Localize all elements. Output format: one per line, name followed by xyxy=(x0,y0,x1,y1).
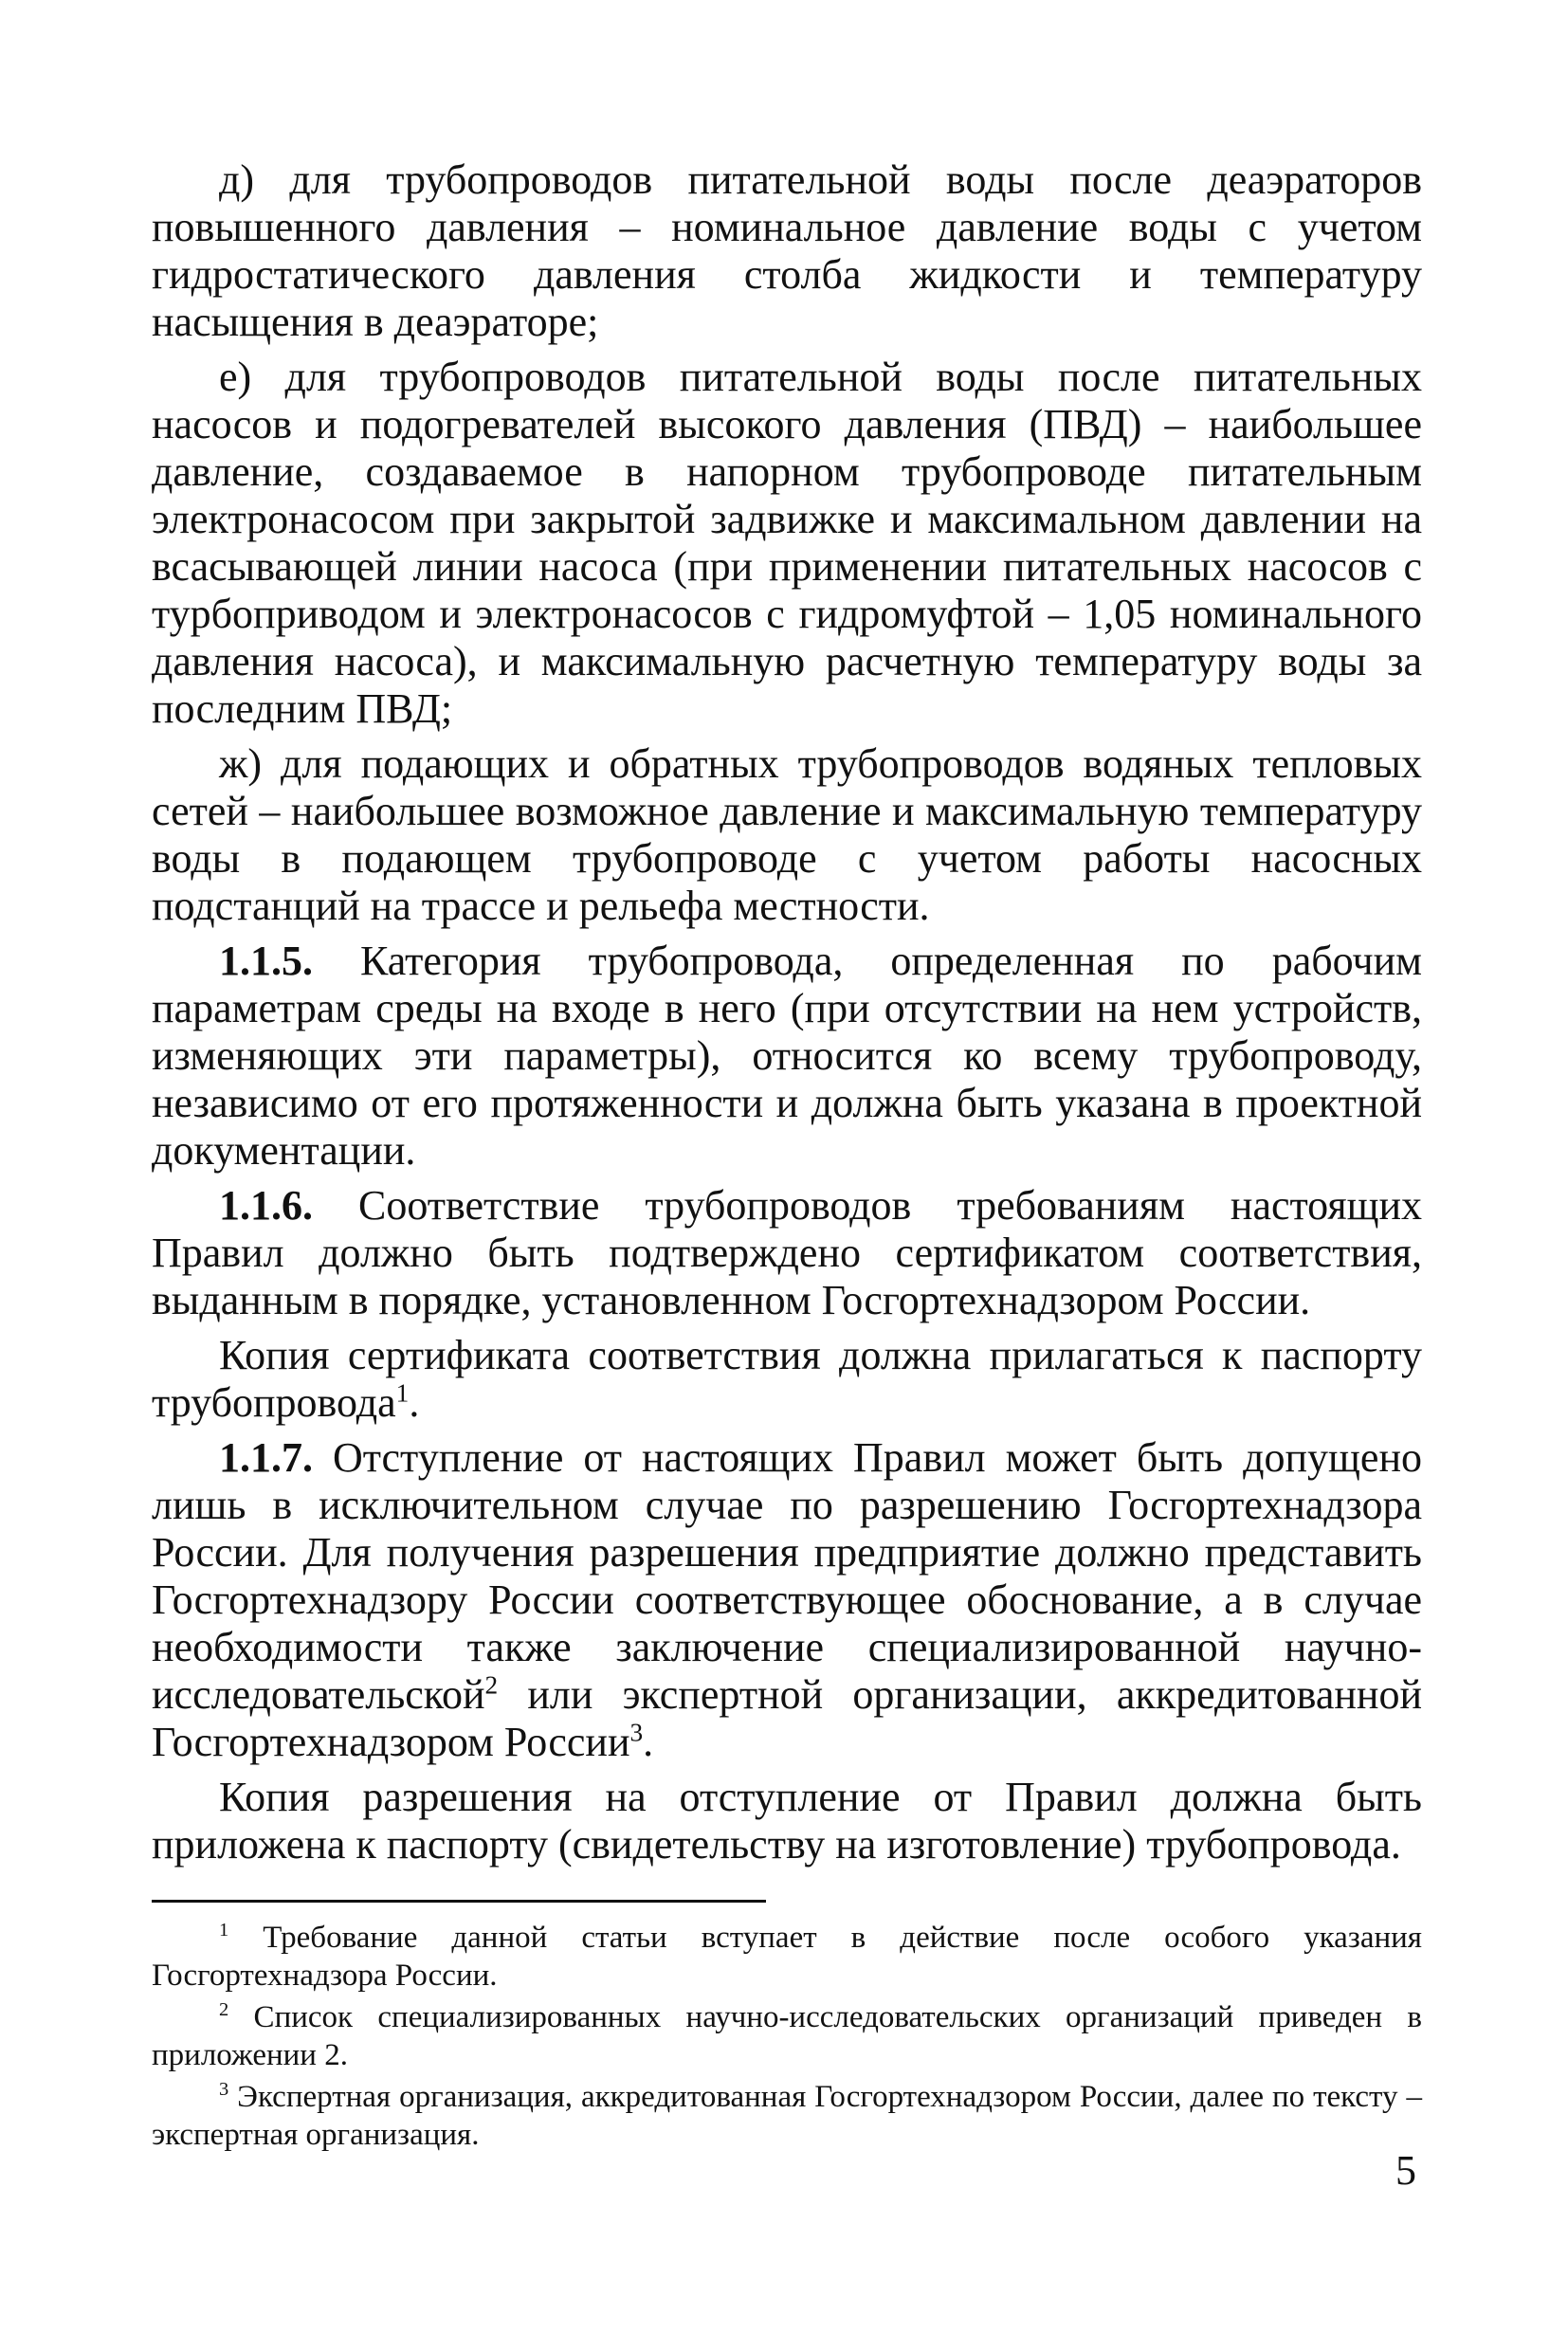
paragraph-text: Категория трубопровода, определенная по рабочим параметрам среды на входе в него (при отсутствии на нем устройств, изменяющих эти параметры), относится ко всему трубопроводу, независимо от его протяженности и должна быть указана в проектной документации. xyxy=(152,938,1422,1174)
paragraph-end: . xyxy=(409,1379,420,1426)
paragraph-e xyxy=(152,354,1422,733)
footnote-number: 2 xyxy=(219,1999,229,2020)
footnote-3 xyxy=(152,2078,1422,2154)
body-text xyxy=(152,156,1422,1876)
paragraph-1-1-6 xyxy=(152,1182,1422,1324)
footnotes xyxy=(152,1919,1422,2158)
footnote-text: Требование данной статьи вступает в действие после особого указания Госгортехнадзора России. xyxy=(152,1921,1422,1993)
footnote-2 xyxy=(152,1998,1422,2074)
section-number: 1.1.5. xyxy=(219,938,313,984)
paragraph-text: е) для трубопроводов питательной воды после питательных насосов и подогревателей высокого давления (ПВД) – наибольшее давление, создаваемое в напорном трубопроводе питательным электронасосом при закрытой задвижке и максимальном давлении на всасывающей линии насоса (при применении питательных насосов с турбоприводом и электронасосов с гидромуфтой – 1,05 номинального давления насоса), и максимальную расчетную температуру воды за последним ПВД; xyxy=(152,354,1422,732)
footnote-text: Экспертная организация, аккредитованная Госгортехнадзором России, далее по тексту – экспертная организация. xyxy=(152,2080,1422,2152)
paragraph-text: д) для трубопроводов питательной воды после деаэраторов повышенного давления – номинальное давление воды с учетом гидростатического давления столба жидкости и температуру насыщения в деаэраторе; xyxy=(152,156,1422,345)
paragraph-text: или экспертной организации, аккредитованной Госгортехнадзором России xyxy=(152,1671,1422,1765)
paragraph-1-1-7 xyxy=(152,1434,1422,1766)
footnote-1 xyxy=(152,1919,1422,1995)
footnote-number: 3 xyxy=(219,2079,229,2100)
paragraph-text: ж) для подающих и обратных трубопроводов водяных тепловых сетей – наибольшее возможное давление и максимальную температуру воды в подающем трубопроводе с учетом работы насосных подстанций на трассе и рельефа местности. xyxy=(152,740,1422,929)
footnote-ref-3[interactable]: 3 xyxy=(629,1718,644,1747)
paragraph-1-1-5 xyxy=(152,938,1422,1175)
section-number: 1.1.7. xyxy=(219,1434,313,1481)
footnote-ref-1[interactable]: 1 xyxy=(395,1378,410,1408)
page-number: 5 xyxy=(1395,2147,1416,2194)
paragraph-text: Отступление от настоящих Правил может быть допущено лишь в исключительном случае по разрешению Госгортехнадзора России. Для получения разрешения предприятие должно представить Госгортехнадзору России соответствующее обоснование, а в случае необходимости также заключение специализированной научно-исследовательской xyxy=(152,1434,1422,1718)
paragraph-zh xyxy=(152,740,1422,930)
paragraph-permission-copy xyxy=(152,1774,1422,1868)
paragraph-d xyxy=(152,156,1422,346)
section-number: 1.1.6. xyxy=(219,1182,313,1229)
footnote-ref-2[interactable]: 2 xyxy=(484,1670,499,1700)
paragraph-text: Соответствие трубопроводов требованиям настоящих Правил должно быть подтверждено сертификатом соответствия, выданным в порядке, установленном Госгортехнадзором России. xyxy=(152,1182,1422,1323)
footnote-divider xyxy=(152,1900,766,1903)
paragraph-text: Копия разрешения на отступление от Правил должна быть приложена к паспорту (свидетельству на изготовление) трубопровода. xyxy=(152,1774,1422,1868)
footnote-text: Список специализированных научно-исследовательских организаций приведен в приложении 2. xyxy=(152,2000,1422,2072)
paragraph-end: . xyxy=(643,1719,654,1765)
paragraph-certificate-copy xyxy=(152,1332,1422,1427)
footnote-number: 1 xyxy=(219,1920,229,1941)
paragraph-text: Копия сертификата соответствия должна прилагаться к паспорту трубопровода xyxy=(152,1332,1422,1426)
